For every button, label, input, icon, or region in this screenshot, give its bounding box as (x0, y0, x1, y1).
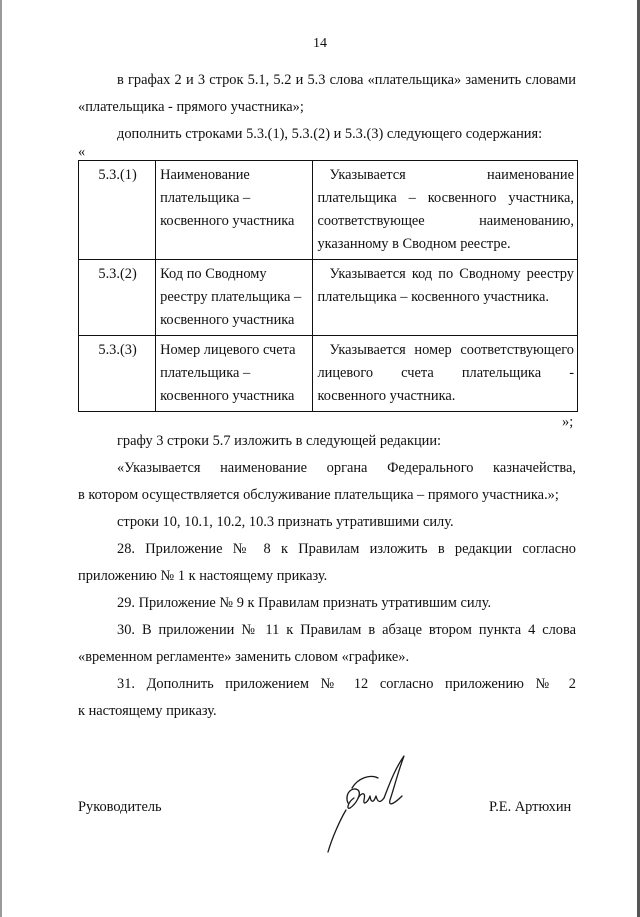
amendment-table (78, 160, 578, 412)
row-description (313, 260, 578, 336)
row-desc-line: лицевого счета плательщика - (317, 365, 574, 381)
row-desc-line: Указывается номер соответствующего (329, 342, 574, 358)
table-row (79, 260, 578, 336)
row-desc-line: плательщика – косвенного участника. (317, 289, 549, 305)
para-quote-line-2: в котором осуществляется обслуживание плательщика – прямого участника.»; (78, 487, 559, 503)
row-desc-line: Указывается наименование (329, 167, 574, 183)
row-name-line: косвенного участника (160, 213, 295, 229)
page-number: 14 (313, 36, 327, 51)
item-30-line-1: 30. В приложении № 11 к Правилам в абзаце втором пункта 4 слова (117, 622, 576, 638)
handwritten-signature (318, 748, 418, 858)
row-name-line: реестру плательщика – (160, 289, 302, 305)
row-name-line: Код по Сводному (160, 266, 267, 282)
item-28-line-2: приложению № 1 к настоящему приказу. (78, 568, 328, 584)
scan-edge-left (0, 0, 2, 917)
para-graph-3: графу 3 строки 5.7 изложить в следующей редакции: (117, 433, 442, 449)
row-description (313, 161, 578, 260)
item-28-line-1: 28. Приложение № 8 к Правилам изложить в редакции согласно (117, 541, 576, 557)
row-desc-line: соответствующее наименованию, (317, 213, 574, 229)
row-name-line: косвенного участника (160, 388, 295, 404)
row-name-line: Номер лицевого счета (160, 342, 296, 358)
row-name-line: плательщика – (160, 365, 251, 381)
row-desc-line: косвенного участника. (317, 388, 456, 404)
item-31-line-2: к настоящему приказу. (78, 703, 217, 719)
row-name-line: косвенного участника (160, 312, 295, 328)
quote-close-mark: »; (562, 414, 574, 430)
signatory-position: Руководитель (78, 799, 162, 815)
table-row (79, 336, 578, 412)
item-31-line-1: 31. Дополнить приложением № 12 согласно приложению № 2 (117, 676, 576, 692)
item-30-line-2: «временном регламенте» заменить словом «графике». (78, 649, 410, 665)
row-name-line: плательщика – (160, 190, 251, 206)
row-desc-line: Указывается код по Сводному реестру (329, 266, 574, 282)
table-row (79, 161, 578, 260)
row-name (156, 161, 313, 260)
para-rows-void: строки 10, 10.1, 10.2, 10.3 признать утратившими силу. (117, 514, 454, 530)
intro-line-3: дополнить строками 5.3.(1), 5.3.(2) и 5.3.(3) следующего содержания: (117, 126, 543, 142)
quote-open-mark: « (78, 144, 86, 160)
row-code: 5.3.(2) (79, 260, 156, 336)
signatory-name: Р.Е. Артюхин (489, 799, 572, 815)
row-desc-line: указанному в Сводном реестре. (317, 236, 511, 252)
intro-line-1: в графах 2 и 3 строк 5.1, 5.2 и 5.3 слова «плательщика» заменить словами (117, 72, 576, 88)
para-quote-line-1: «Указывается наименование органа Федерального казначейства, (117, 460, 576, 476)
item-29: 29. Приложение № 9 к Правилам признать утратившим силу. (117, 595, 492, 611)
row-code: 5.3.(1) (79, 161, 156, 260)
row-code: 5.3.(3) (79, 336, 156, 412)
intro-line-2: «плательщика - прямого участника»; (78, 99, 304, 115)
row-name (156, 260, 313, 336)
row-name (156, 336, 313, 412)
row-description (313, 336, 578, 412)
row-desc-line: плательщика – косвенного участника, (317, 190, 574, 206)
row-name-line: Наименование (160, 167, 250, 183)
